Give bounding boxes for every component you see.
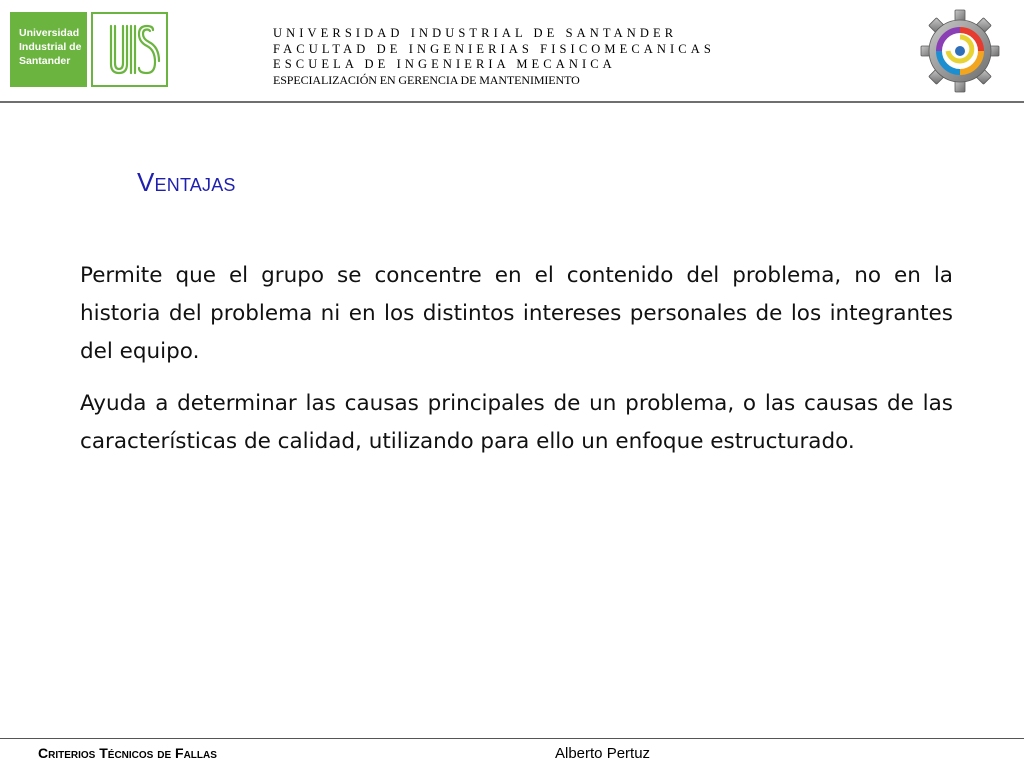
specialization-name: ESPECIALIZACIÓN EN GERENCIA DE MANTENIMIENTO: [273, 72, 580, 87]
logo-line-3: Santander: [19, 55, 71, 67]
footer-divider: [0, 738, 1024, 739]
header-divider: [0, 101, 1024, 103]
faculty-name: FACULTAD DE INGENIERIAS FISICOMECANICAS: [273, 41, 715, 56]
paragraph-1: Permite que el grupo se concentre en el contenido del problema, no en la historia del problema ni en los distintos intereses personales de los integrantes del equipo.: [80, 263, 953, 364]
slide-title: Ventajas: [137, 167, 236, 197]
uis-text-logo: [10, 12, 87, 87]
footer-course-title: Criterios Técnicos de Fallas: [38, 745, 217, 761]
slide-header: [0, 0, 1024, 102]
school-name: ESCUELA DE INGENIERIA MECANICA: [273, 57, 616, 71]
paragraph-2: Ayuda a determinar las causas principales de un problema, o las causas de las características de calidad, utilizando para ello un enfoque estructurado.: [80, 391, 953, 454]
logo-line-1: Universidad: [19, 27, 80, 39]
slide-body: [80, 257, 953, 475]
institution-heading: [273, 26, 715, 88]
gear-swirl-logo-icon: [917, 6, 1003, 96]
uis-monogram-logo: [91, 12, 168, 87]
uis-monogram-icon: [93, 14, 166, 85]
footer-author: Alberto Pertuz: [555, 745, 651, 762]
logo-line-2: Industrial de: [19, 41, 82, 53]
university-name: UNIVERSIDAD INDUSTRIAL DE SANTANDER: [273, 26, 678, 40]
